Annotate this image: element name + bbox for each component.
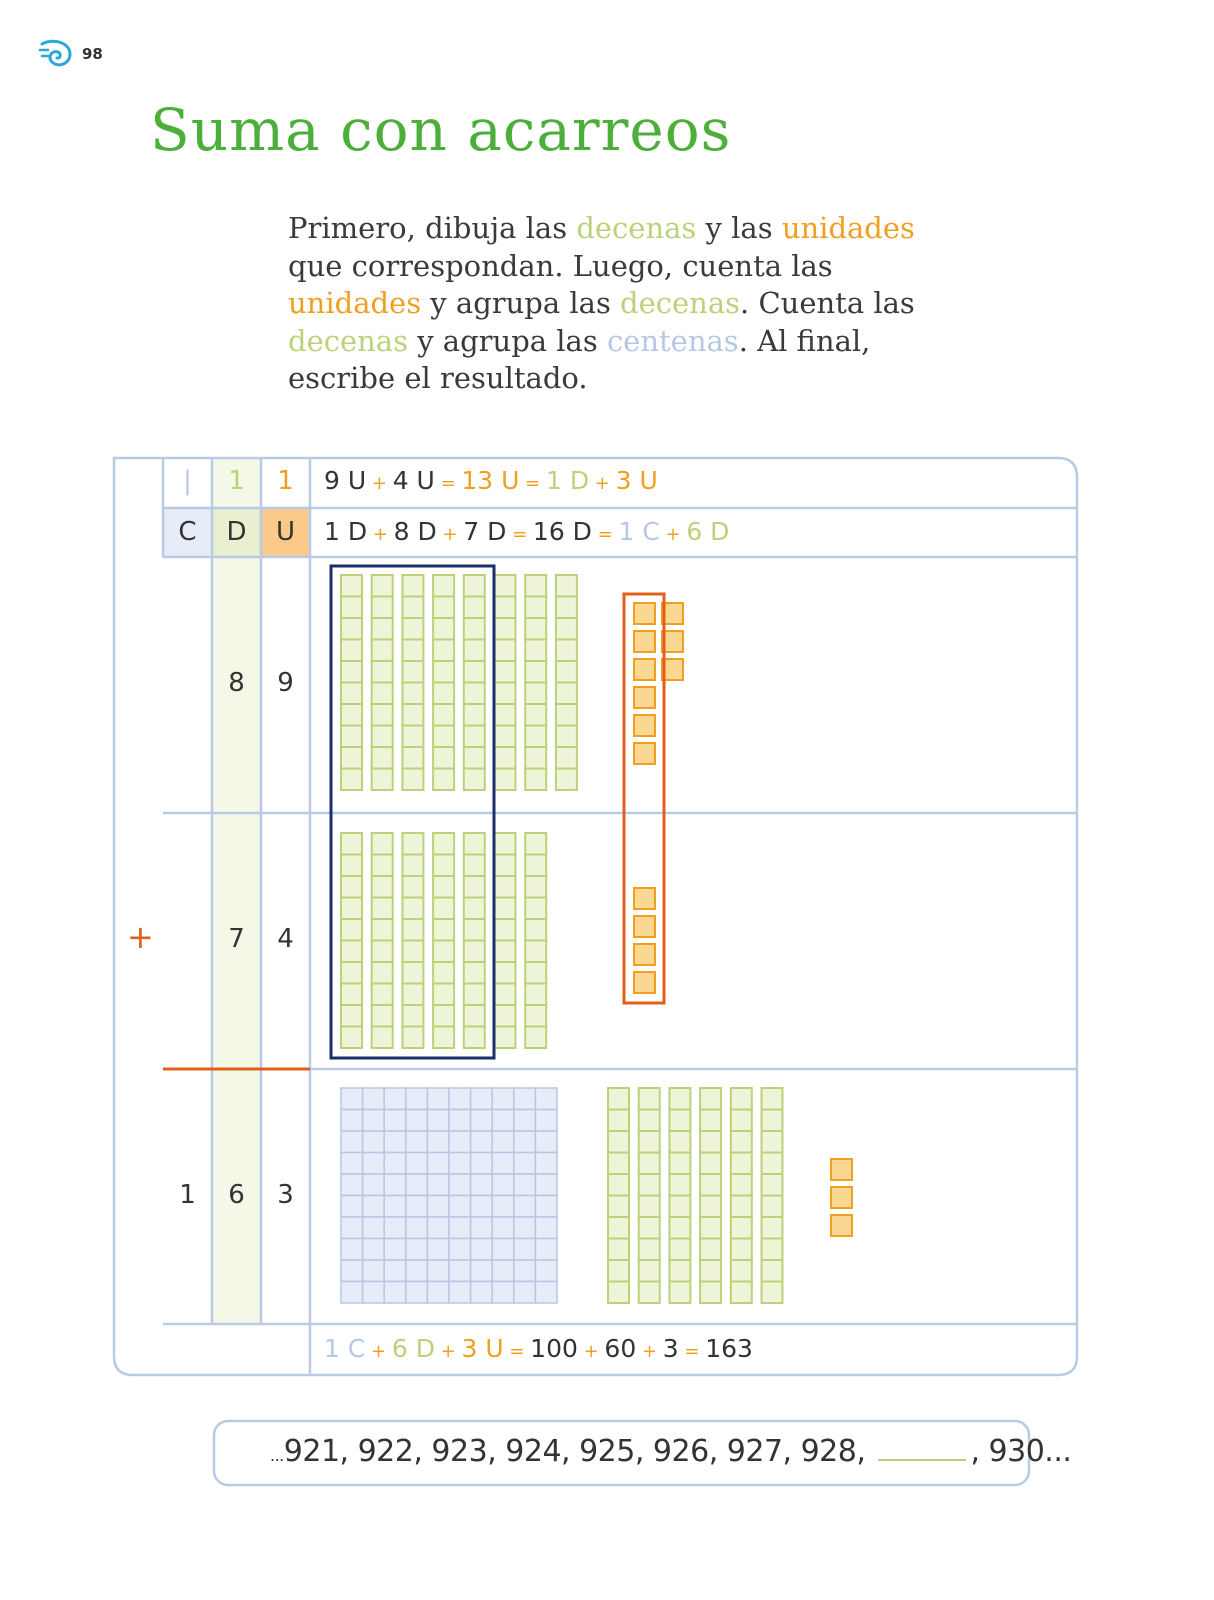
equation-term: 7 D — [463, 517, 507, 546]
instruction-segment: decenas — [620, 286, 741, 320]
equation-term: = — [503, 1341, 531, 1362]
result-d: 6 — [228, 1180, 245, 1210]
equation-term: 1 D — [545, 466, 590, 495]
equation-term: + — [434, 1341, 462, 1362]
equation-term: = — [506, 524, 533, 545]
instruction-segment: unidades — [288, 286, 422, 320]
equation-term: + — [367, 524, 394, 545]
instruction-segment: . Al final, escribe el resultado. — [288, 323, 871, 395]
equation-term: + — [436, 524, 464, 545]
row1-d: 8 — [228, 668, 245, 698]
row2-u: 4 — [277, 924, 294, 954]
instruction-segment: y las — [696, 211, 782, 245]
equation-term: + — [577, 1341, 605, 1362]
instruction-segment: . Cuenta las — [740, 286, 915, 320]
equation-term: + — [636, 1341, 663, 1362]
header-d: D — [226, 517, 247, 547]
equation-term: 1 D — [324, 517, 368, 546]
sequence-suffix: , 930... — [970, 1434, 1072, 1469]
equation-term: 9 U — [324, 466, 367, 495]
instruction-segment: centenas — [606, 323, 739, 358]
instruction-segment: unidades — [781, 211, 915, 245]
equation-term: = — [591, 524, 619, 545]
equation-term: 8 D — [393, 517, 437, 546]
equation-term: = — [434, 473, 462, 494]
carry-hundreds-mark: | — [183, 466, 192, 496]
instruction-segment: y agrupa las — [407, 323, 607, 358]
instruction-segment: decenas — [576, 211, 697, 245]
equation-term: + — [365, 1341, 392, 1362]
row1-u: 9 — [277, 668, 294, 698]
result-c: 1 — [179, 1180, 196, 1210]
carry-tens: 1 — [228, 466, 245, 496]
plus-sign: + — [127, 918, 154, 956]
sequence-numbers: 921, 922, 923, 924, 925, 926, 927, 928, — [283, 1434, 866, 1469]
equation-term: 4 U — [392, 466, 435, 495]
equation-term: 100 — [530, 1334, 578, 1363]
instruction-segment: y agrupa las — [421, 286, 621, 320]
equation-term: + — [366, 473, 393, 494]
equation-term: 60 — [604, 1334, 637, 1363]
answer-blank[interactable] — [878, 1435, 966, 1461]
instruction-segment: que correspondan. Luego, cuenta las — [288, 248, 833, 283]
page-number-text: 98 — [82, 45, 103, 63]
row2-d: 7 — [228, 924, 245, 954]
equation-term: 3 U — [461, 1334, 504, 1363]
equation-term: = — [519, 473, 546, 494]
equation-term: + — [589, 473, 616, 494]
equation-term: 3 — [662, 1334, 679, 1363]
number-sequence — [270, 1434, 1071, 1469]
header-c: C — [178, 517, 197, 547]
equation-term: 13 U — [461, 466, 520, 495]
equation-term: 16 D — [532, 517, 592, 546]
page-title: Suma con acarreos — [150, 96, 732, 164]
equation-term: = — [678, 1341, 706, 1362]
instruction-segment: decenas — [288, 323, 408, 358]
equation-term: 6 D — [686, 517, 730, 546]
header-u: U — [275, 517, 296, 547]
equation-term: 1 C — [618, 517, 660, 546]
instruction-segment: Primero, dibuja las — [288, 211, 577, 245]
result-u: 3 — [277, 1180, 294, 1210]
equation-term: 6 D — [391, 1334, 435, 1363]
carry-units: 1 — [277, 466, 294, 496]
equation-term: 3 U — [615, 466, 658, 495]
equation-term: 1 C — [324, 1334, 366, 1363]
sequence-prefix: ... — [270, 1446, 284, 1465]
equation-term: + — [659, 524, 687, 545]
equation-term: 163 — [705, 1334, 753, 1363]
